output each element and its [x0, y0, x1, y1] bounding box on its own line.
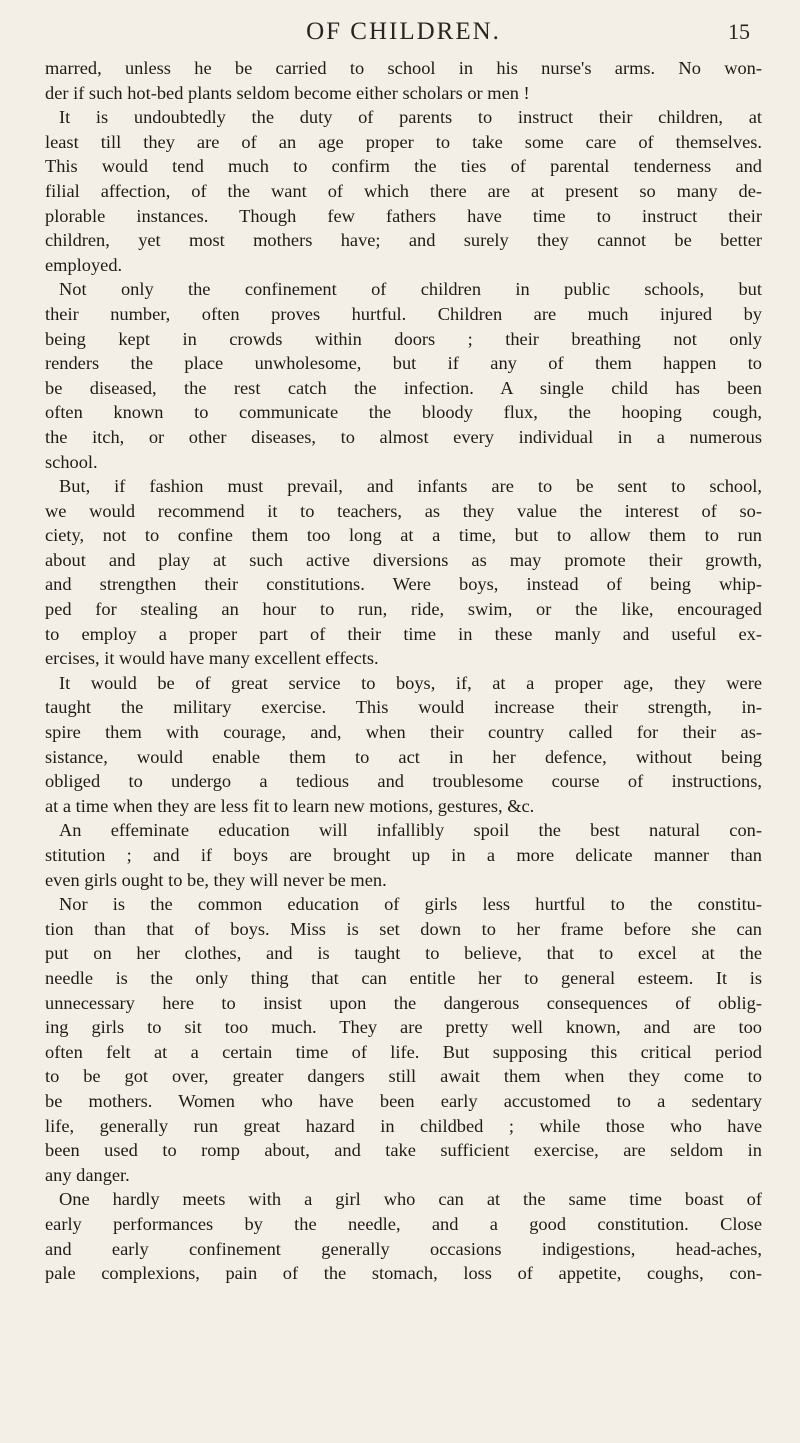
text-line: An effeminate education will infallibly spoil the best natural con-	[59, 820, 762, 841]
text-line: pale complexions, pain of the stomach, loss of appetite, coughs, con-	[45, 1263, 762, 1284]
text-line: the itch, or other diseases, to almost every individual in a numerous	[45, 426, 762, 447]
text-line: employed.	[45, 254, 123, 275]
running-head	[45, 6, 762, 56]
text-line: Not only the confinement of children in public schools, but	[59, 279, 762, 300]
text-line: being kept in crowds within doors ; their breathing not only	[45, 328, 762, 349]
body-text	[45, 56, 762, 1286]
text-line: and strengthen their constitutions. Were boys, instead of being whip-	[45, 574, 762, 595]
text-line: One hardly meets with a girl who can at the same time boast of	[59, 1189, 762, 1210]
text-line: their number, often proves hurtful. Children are much injured by	[45, 303, 762, 324]
text-line: life, generally run great hazard in childbed ; while those who have	[45, 1115, 762, 1136]
text-line: often known to communicate the bloody flux, the hooping cough,	[45, 402, 762, 423]
text-line: least till they are of an age proper to take some care of themselves.	[45, 131, 762, 152]
text-line: about and play at such active diversions as may promote their growth,	[45, 549, 762, 570]
text-line: and early confinement generally occasions indigestions, head-aches,	[45, 1238, 762, 1259]
text-line: early performances by the needle, and a good constitution. Close	[45, 1213, 762, 1234]
text-line: spire them with courage, and, when their country called for their as-	[45, 722, 762, 743]
text-line: It would be of great service to boys, if, at a proper age, they were	[59, 672, 762, 693]
text-line: even girls ought to be, they will never be men.	[45, 869, 387, 890]
text-line: school.	[45, 451, 98, 472]
text-line: sistance, would enable them to act in her defence, without being	[45, 746, 762, 767]
text-line: to employ a proper part of their time in these manly and useful ex-	[45, 623, 762, 644]
text-line: been used to romp about, and take sufficient exercise, are seldom in	[45, 1140, 762, 1161]
text-line: ing girls to sit too much. They are pretty well known, and are too	[45, 1017, 762, 1038]
text-line: ciety, not to confine them too long at a time, but to allow them to run	[45, 525, 762, 546]
text-line: renders the place unwholesome, but if any of them happen to	[45, 353, 762, 374]
text-line: der if such hot-bed plants seldom become either scholars or men !	[45, 82, 530, 103]
text-line: needle is the only thing that can entitle her to general esteem. It is	[45, 967, 762, 988]
text-line: often felt at a certain time of life. But supposing this critical period	[45, 1041, 762, 1062]
text-line: But, if fashion must prevail, and infants are to be sent to school,	[59, 476, 762, 497]
text-line: This would tend much to confirm the ties of parental tenderness and	[45, 156, 762, 177]
text-line: to be got over, greater dangers still await them when they come to	[45, 1066, 762, 1087]
text-line: filial affection, of the want of which there are at present so many de-	[45, 180, 762, 201]
text-line: be diseased, the rest catch the infection. A single child has been	[45, 377, 762, 398]
text-line: ped for stealing an hour to run, ride, swim, or the like, encouraged	[45, 599, 762, 620]
text-line: tion than that of boys. Miss is set down to her frame before she can	[45, 918, 762, 939]
text-line: taught the military exercise. This would increase their strength, in-	[45, 697, 762, 718]
running-title: OF CHILDREN.	[306, 18, 501, 45]
text-line: we would recommend it to teachers, as they value the interest of so-	[45, 500, 762, 521]
text-line: be mothers. Women who have been early accustomed to a sedentary	[45, 1090, 762, 1111]
text-line: obliged to undergo a tedious and troublesome course of instructions,	[45, 771, 762, 792]
text-line: ercises, it would have many excellent effects.	[45, 648, 379, 669]
text-line: unnecessary here to insist upon the dangerous consequences of oblig-	[45, 992, 762, 1013]
text-line: stitution ; and if boys are brought up in a more delicate manner than	[45, 845, 762, 865]
text-line: Nor is the common education of girls less hurtful to the constitu-	[59, 894, 762, 915]
text-line: put on her clothes, and is taught to believe, that to excel at the	[45, 943, 762, 964]
text-line: any danger.	[45, 1164, 130, 1185]
page-number: 15	[728, 19, 750, 44]
text-line: It is undoubtedly the duty of parents to instruct their children, at	[59, 107, 762, 128]
text-line: children, yet most mothers have; and surely they cannot be better	[45, 230, 762, 251]
text-line: marred, unless he be carried to school in his nurse's arms. No won-	[45, 58, 762, 78]
text-line: plorable instances. Though few fathers have time to instruct their	[45, 205, 762, 226]
text-line: at a time when they are less fit to learn new motions, gestures, &c.	[45, 795, 535, 816]
